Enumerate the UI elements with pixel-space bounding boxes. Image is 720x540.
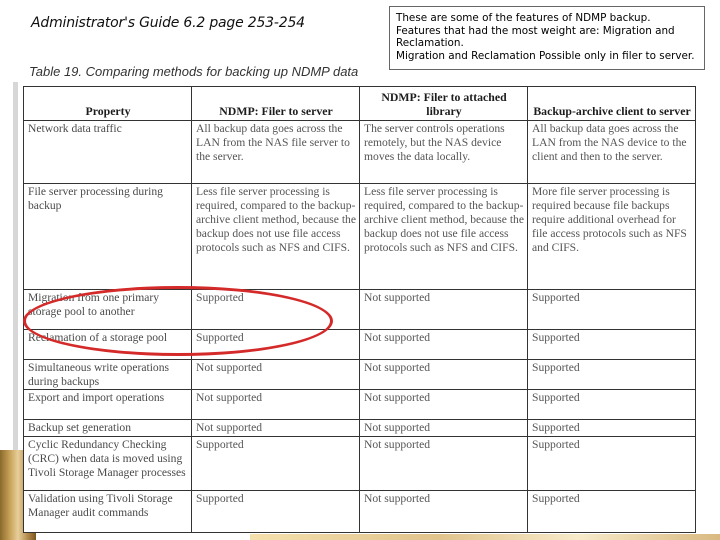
property-cell: Migration from one primary storage pool to another [24, 290, 192, 330]
table-cell: Supported [192, 491, 360, 533]
table-cell: All backup data goes across the LAN from the NAS file server to the server. [192, 121, 360, 184]
table-row [24, 290, 696, 330]
table-cell: Supported [528, 437, 696, 491]
column-header-filer-to-server: NDMP: Filer to server [192, 87, 360, 121]
table-cell: Supported [528, 491, 696, 533]
property-cell: Backup set generation [24, 420, 192, 437]
table-cell: Supported [528, 420, 696, 437]
property-cell: Simultaneous write operations during backups [24, 360, 192, 390]
table-row [24, 420, 696, 437]
column-header-property: Property [24, 87, 192, 121]
table-row [24, 360, 696, 390]
note-line: These are some of the features of NDMP backup. [396, 12, 651, 24]
table-row [24, 491, 696, 533]
property-cell: Validation using Tivoli Storage Manager audit commands [24, 491, 192, 533]
table-cell: Less file server processing is required, compared to the backup-archive client method, because the backup does not use file access protocols such as NFS and CIFS. [360, 184, 528, 290]
property-cell: Network data traffic [24, 121, 192, 184]
table-row [24, 184, 696, 290]
note-line: Migration and Reclamation Possible only in filer to server. [396, 49, 695, 62]
guide-title: Administrator's Guide 6.2 page 253-254 [31, 15, 305, 31]
table-row [24, 437, 696, 491]
property-cell: Export and import operations [24, 390, 192, 420]
slide-bottom-decoration [250, 534, 720, 540]
table-cell: Supported [528, 360, 696, 390]
table-caption: Table 19. Comparing methods for backing up NDMP data [29, 64, 359, 79]
table-cell: Supported [192, 437, 360, 491]
table-cell: Supported [528, 330, 696, 360]
property-cell: File server processing during backup [24, 184, 192, 290]
table-cell: Not supported [360, 491, 528, 533]
table-cell: Not supported [360, 360, 528, 390]
table-cell: Not supported [192, 420, 360, 437]
table-cell: Supported [192, 290, 360, 330]
table-cell: Less file server processing is required, compared to the backup-archive client method, because the backup does not use file access protocols such as NFS and CIFS. [192, 184, 360, 290]
property-cell: Reclamation of a storage pool [24, 330, 192, 360]
table-cell: More file server processing is required because file backups require additional overhead for file access protocols such as NFS and CIFS. [528, 184, 696, 290]
table-cell: Not supported [360, 390, 528, 420]
table-cell: Not supported [360, 330, 528, 360]
table-row [24, 390, 696, 420]
table-cell: Not supported [360, 437, 528, 491]
table-cell: The server controls operations remotely, but the NAS device moves the data locally. [360, 121, 528, 184]
note-line: Features that had the most weight are: Migration and Reclamation. [396, 24, 675, 50]
table-cell: Not supported [192, 390, 360, 420]
note-box [389, 6, 705, 70]
table-cell: All backup data goes across the LAN from the NAS device to the client and then to the server. [528, 121, 696, 184]
table-cell: Not supported [360, 420, 528, 437]
table-cell: Supported [528, 290, 696, 330]
table-cell: Supported [528, 390, 696, 420]
table-row [24, 330, 696, 360]
table-cell: Not supported [360, 290, 528, 330]
column-header-backup-archive-client: Backup-archive client to server [528, 87, 696, 121]
column-header-filer-to-library: NDMP: Filer to attached library [360, 87, 528, 121]
table-cell: Not supported [192, 360, 360, 390]
table-row [24, 121, 696, 184]
comparison-table [23, 86, 696, 533]
table-header-row [24, 87, 696, 121]
table-cell: Supported [192, 330, 360, 360]
property-cell: Cyclic Redundancy Checking (CRC) when data is moved using Tivoli Storage Manager processes [24, 437, 192, 491]
